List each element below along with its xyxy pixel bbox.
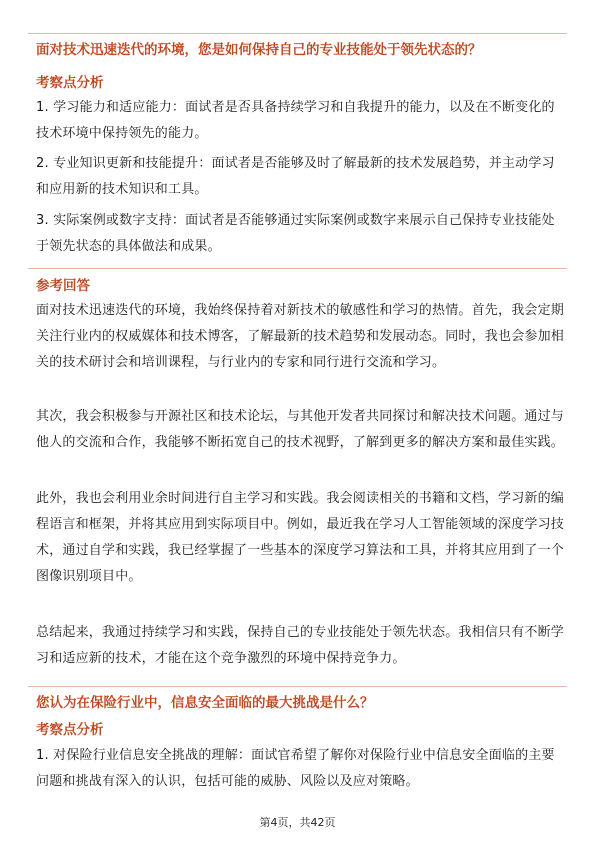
- answer-paragraph: 总结起来，我通过持续学习和实践，保持自己的专业技能处于领先状态。我相信只有不断学习和适应新的技术，才能在这个竞争激烈的环境中保持竞争力。: [36, 625, 565, 666]
- question-title: 面对技术迅速迭代的环境，您是如何保持自己的专业技能处于领先状态的？: [36, 42, 482, 58]
- page-number: 第4页，共42页: [259, 816, 336, 829]
- answer-heading: 参考回答: [36, 278, 90, 294]
- analysis-item: 1. 对保险行业信息安全挑战的理解：面试官希望了解你对保险行业中信息安全面临的主要问题和挑战有深入的认识，包括可能的威胁、风险以及应对策略。: [36, 748, 555, 789]
- section-divider: [28, 686, 567, 687]
- analysis-item: 2. 专业知识更新和技能提升：面试者是否能够及时了解最新的技术发展趋势，并主动学习和应用新的技术知识和工具。: [36, 156, 555, 197]
- section-divider: [28, 268, 567, 269]
- answer-paragraph: 面对技术迅速迭代的环境，我始终保持着对新技术的敏感性和学习的热情。首先，我会定期关注行业内的权威媒体和技术博客，了解最新的技术趋势和发展动态。同时，我也会参加相关的技术研讨会和培训课程，与行业内的专家和同行进行交流和学习。: [36, 303, 565, 370]
- analysis-item: 1. 学习能力和适应能力：面试者是否具备持续学习和自我提升的能力，以及在不断变化的技术环境中保持领先的能力。: [36, 100, 555, 141]
- analysis-heading: 考察点分析: [36, 722, 104, 738]
- analysis-heading: 考察点分析: [36, 75, 104, 91]
- answer-paragraph: 此外，我也会利用业余时间进行自主学习和实践。我会阅读相关的书籍和文档，学习新的编程语言和框架，并将其应用到实际项目中。例如，最近我在学习人工智能领域的深度学习技术，通过自学和实践，我已经掌握了一些基本的深度学习算法和工具，并将其应用到了一个图像识别项目中。: [36, 491, 565, 584]
- answer-paragraph: 其次，我会积极参与开源社区和技术论坛，与其他开发者共同探讨和解决技术问题。通过与他人的交流和合作，我能够不断拓宽自己的技术视野，了解到更多的解决方案和最佳实践。: [36, 409, 565, 450]
- question-title: 您认为在保险行业中，信息安全面临的最大挑战是什么？: [36, 695, 374, 711]
- analysis-item: 3. 实际案例或数字支持：面试者是否能够通过实际案例或数字来展示自己保持专业技能处于领先状态的具体做法和成果。: [36, 213, 555, 254]
- section-divider: [28, 33, 567, 34]
